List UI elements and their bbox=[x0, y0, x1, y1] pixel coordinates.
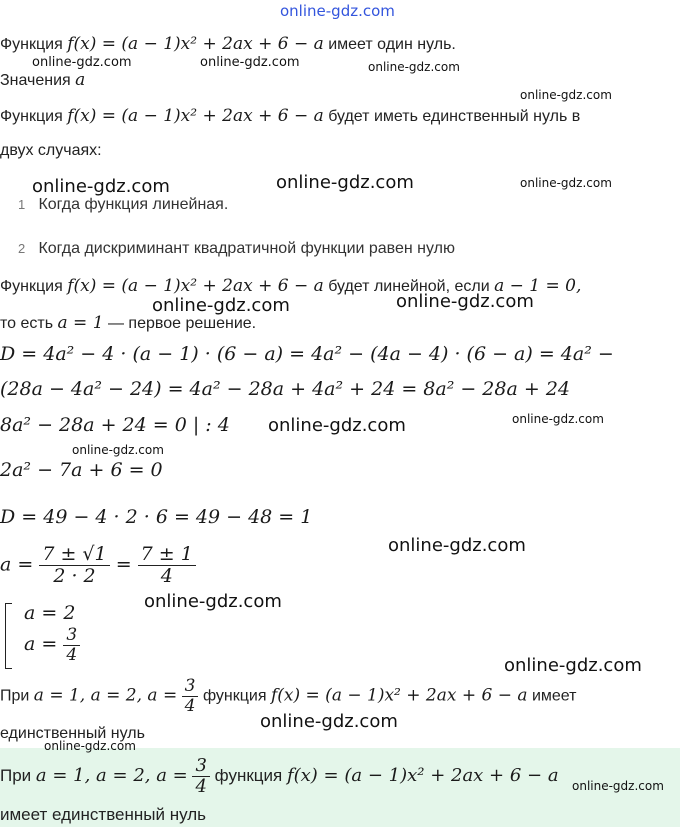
list-number: 2 bbox=[18, 241, 26, 256]
watermark: online-gdz.com bbox=[200, 55, 300, 70]
roots-denominator-1: 2 · 2 bbox=[53, 564, 96, 587]
answer-middle: функция bbox=[214, 765, 283, 785]
watermark: online-gdz.com bbox=[520, 176, 612, 190]
watermark: online-gdz.com bbox=[368, 60, 460, 74]
cases-prefix: Функция bbox=[0, 108, 63, 125]
watermark: online-gdz.com bbox=[32, 176, 170, 197]
values-line bbox=[0, 69, 85, 92]
roots-lhs: a = bbox=[0, 553, 34, 576]
root-1: a = 2 bbox=[24, 602, 76, 624]
watermark-top: online-gdz.com bbox=[280, 2, 395, 20]
intro-suffix: имеет один нуль. bbox=[328, 36, 456, 53]
cases-suffix: будет иметь единственный нуль в bbox=[328, 108, 581, 125]
watermark: online-gdz.com bbox=[152, 295, 290, 316]
conclusion-line-2: единственный нуль bbox=[0, 725, 145, 742]
watermark: online-gdz.com bbox=[268, 415, 406, 436]
root-2-fraction bbox=[63, 626, 80, 664]
discriminant-value: D = 49 − 4 · 2 · 6 = 49 − 48 = 1 bbox=[0, 506, 313, 528]
watermark: online-gdz.com bbox=[144, 591, 282, 612]
watermark: online-gdz.com bbox=[504, 655, 642, 676]
conclusion-values: a = 1, a = 2, a = bbox=[33, 685, 178, 706]
roots-numerator-1: 7 ± √1 bbox=[39, 544, 109, 566]
conclusion-middle: функция bbox=[202, 687, 267, 705]
discriminant-line-1: D = 4a² − 4 · (a − 1) · (6 − a) = 4a² − (4a − 4) · (6 − a) = 4a² − bbox=[0, 343, 614, 365]
watermark: online-gdz.com bbox=[276, 172, 414, 193]
roots-bracket bbox=[5, 603, 12, 669]
watermark: online-gdz.com bbox=[572, 779, 664, 793]
linear-formula: f(x) = (a − 1)x² + 2ax + 6 − a bbox=[67, 276, 324, 296]
intro-line bbox=[0, 33, 456, 56]
watermark: online-gdz.com bbox=[32, 55, 132, 70]
cases-line bbox=[0, 105, 580, 128]
linear-line2-prefix: то есть bbox=[0, 315, 54, 332]
list-text: Когда функция линейная. bbox=[38, 196, 229, 213]
list-item bbox=[18, 196, 228, 214]
values-label: Значения bbox=[0, 72, 71, 89]
roots-denominator-2: 4 bbox=[160, 564, 173, 587]
equation-line-4: 2a² − 7a + 6 = 0 bbox=[0, 459, 163, 481]
linear-line2-eq: a = 1 bbox=[57, 313, 104, 333]
answer-frac-num: 3 bbox=[192, 756, 209, 777]
root-2-numerator: 3 bbox=[63, 626, 80, 646]
answer-line-2: имеет единственный нуль bbox=[0, 805, 207, 824]
answer-fraction bbox=[192, 756, 209, 797]
values-var: a bbox=[75, 70, 86, 90]
answer-line bbox=[0, 756, 559, 797]
linear-prefix: Функция bbox=[0, 278, 63, 295]
answer-formula: f(x) = (a − 1)x² + 2ax + 6 − a bbox=[286, 764, 559, 786]
watermark: online-gdz.com bbox=[520, 88, 612, 102]
root-2-lhs: a = bbox=[24, 633, 58, 656]
cases-formula: f(x) = (a − 1)x² + 2ax + 6 − a bbox=[67, 106, 324, 126]
answer-prefix: При bbox=[0, 765, 32, 785]
conclusion-line bbox=[0, 677, 576, 715]
intro-formula: f(x) = (a − 1)x² + 2ax + 6 − a bbox=[67, 34, 324, 54]
watermark: online-gdz.com bbox=[260, 711, 398, 732]
answer-values: a = 1, a = 2, a = bbox=[35, 764, 188, 786]
intro-prefix: Функция bbox=[0, 36, 63, 53]
root-2-denominator: 4 bbox=[66, 644, 78, 665]
conclusion-suffix: имеет bbox=[531, 687, 577, 705]
watermark: online-gdz.com bbox=[388, 535, 526, 556]
conclusion-formula: f(x) = (a − 1)x² + 2ax + 6 − a bbox=[270, 685, 528, 706]
equation-line-3: 8a² − 28a + 24 = 0 | : 4 bbox=[0, 414, 230, 436]
cases-line-2: двух случаях: bbox=[0, 142, 102, 159]
roots-fraction-1 bbox=[39, 544, 109, 587]
discriminant-line-2: (28a − 4a² − 24) = 4a² − 28a + 4a² + 24 = 8a² − 28a + 24 bbox=[0, 378, 570, 400]
list-number: 1 bbox=[18, 197, 26, 212]
roots-numerator-2: 7 ± 1 bbox=[138, 544, 196, 566]
conclusion-fraction bbox=[182, 677, 199, 715]
root-2 bbox=[24, 626, 80, 664]
roots-formula bbox=[0, 544, 196, 587]
linear-middle: будет линейной, если bbox=[328, 278, 490, 295]
watermark: online-gdz.com bbox=[72, 443, 164, 457]
list-text: Когда дискриминант квадратичной функции равен нулю bbox=[38, 240, 455, 257]
linear-line2-suffix: — первое решение. bbox=[107, 315, 257, 332]
roots-equals: = bbox=[115, 553, 132, 576]
list-item bbox=[18, 240, 455, 258]
answer-frac-den: 4 bbox=[195, 775, 207, 797]
conclusion-frac-den: 4 bbox=[184, 695, 196, 716]
watermark: online-gdz.com bbox=[396, 291, 534, 312]
watermark: online-gdz.com bbox=[512, 412, 604, 426]
linear-condition: a − 1 = 0, bbox=[494, 276, 582, 296]
roots-fraction-2 bbox=[138, 544, 196, 587]
conclusion-prefix: При bbox=[0, 687, 30, 705]
watermark: online-gdz.com bbox=[44, 739, 136, 753]
conclusion-frac-num: 3 bbox=[182, 677, 199, 697]
